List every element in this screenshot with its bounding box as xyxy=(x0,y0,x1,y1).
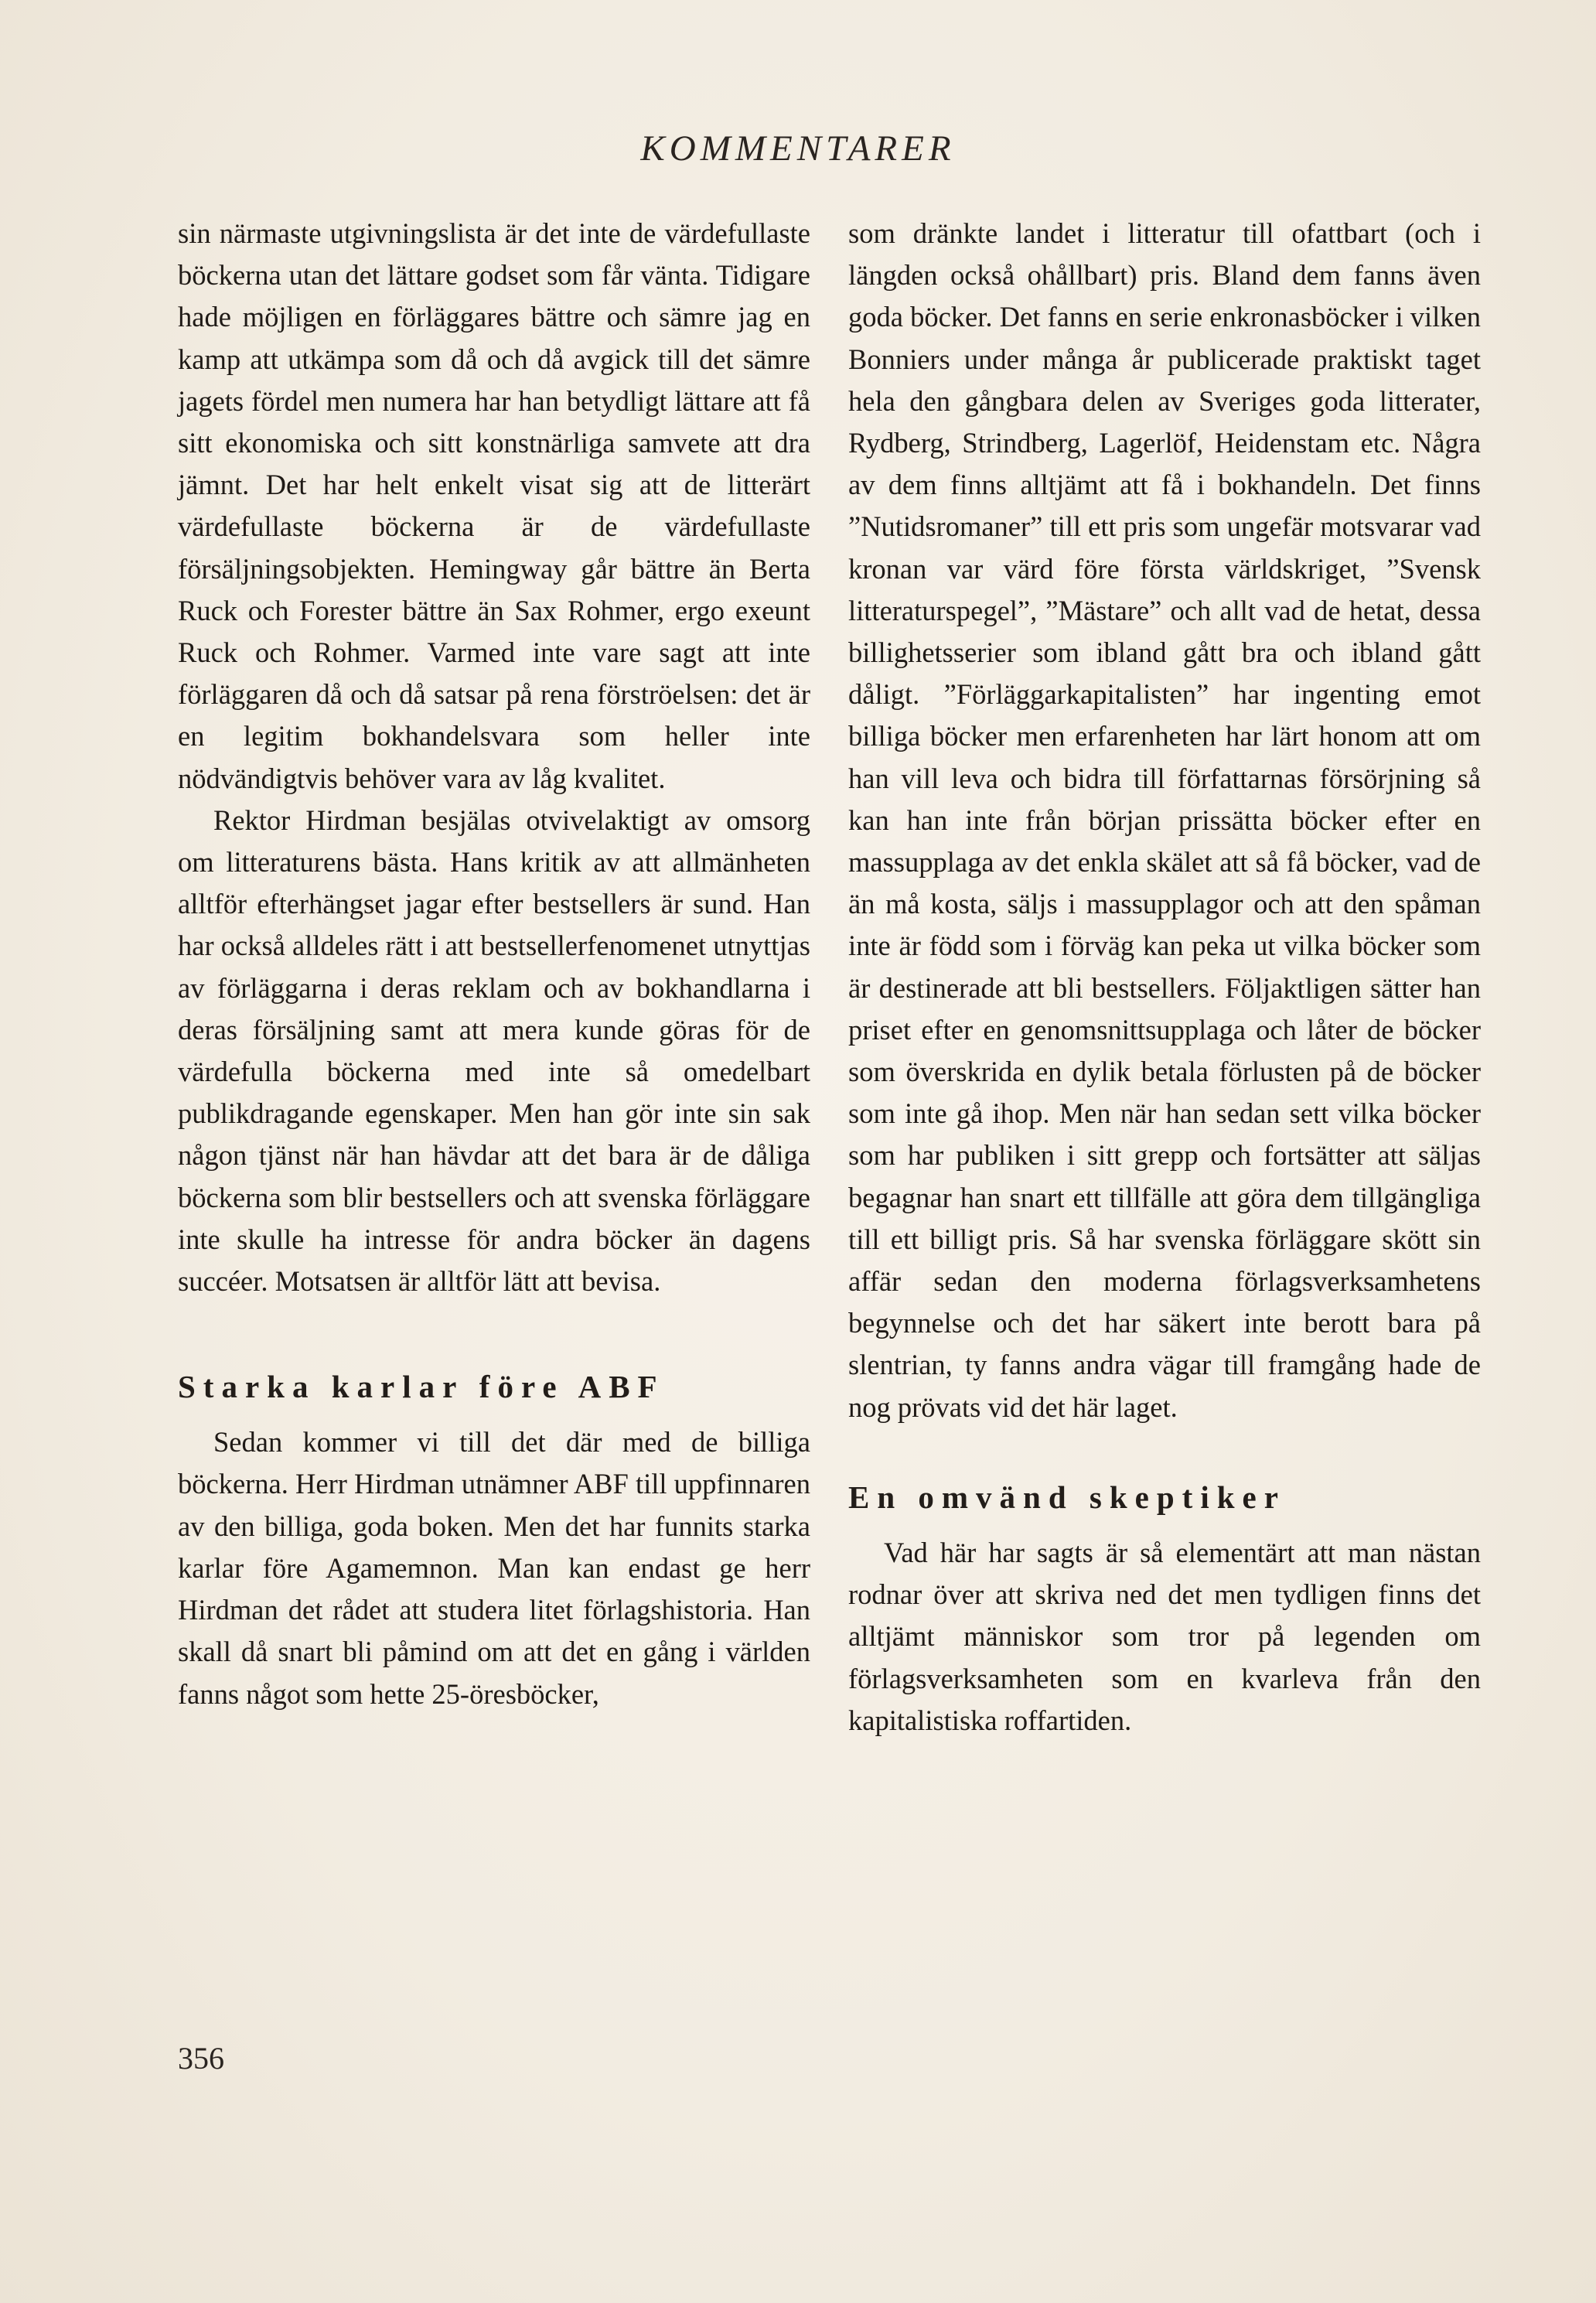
section-heading-omvand-skeptiker: En omvänd skeptiker xyxy=(848,1479,1286,1515)
left-column xyxy=(178,213,810,1715)
page-number: 356 xyxy=(178,2041,224,2076)
left-paragraph-3: Sedan kommer vi till det där med de billiga böckerna. Herr Hirdman utnämner ABF till uppfinnaren av den billiga, goda boken. Men det har funnits starka karlar före Agamemnon. Man kan endast ge herr Hirdman det rådet att studera litet förlagshistoria. Han skall då snart bli påmind om att det en gång i världen fanns något som hette 25-öresböcker, xyxy=(178,1426,810,1710)
right-column xyxy=(848,213,1481,1742)
right-paragraph-1: som dränkte landet i litteratur till ofattbart (och i längden också ohållbart) pris. Bland dem fanns även goda böcker. Det fanns en serie enkronasböcker i vilken Bonniers under många år publicerade praktiskt taget hela den gångbara delen av Sveriges goda litterater, Rydberg, Strindberg, Lagerlöf, Heidenstam etc. Några av dem finns alltjämt att få i bokhandeln. Det finns ”Nutidsromaner” till ett pris som ungefär motsvarar vad kronan var värd före första världskriget, ”Svensk litteraturspegel”, ”Mästare” och allt vad de hetat, dessa billighetsserier som ibland gått bra och ibland gått dåligt. ”Förläggarkapitalisten” har ingenting emot billiga böcker men erfarenheten har lärt honom att om han vill leva och bidra till författarnas försörjning så kan han inte från början prissätta böcker efter en massupplaga av det enkla skälet att så få böcker, vad de än må kosta, säljs i massupplagor och att den spåman inte är född som i förväg kan peka ut vilka böcker som är destinerade att bli bestsellers. Följaktligen sätter han priset efter en genomsnittsupplaga och låter de böcker som överskrida en dylik betala förlusten på de böcker som inte gå ihop. Men när han sedan sett vilka böcker som har publiken i sitt grepp och fortsätter att säljas begagnar han snart ett tillfälle att göra dem tillgängliga till ett billigt pris. Så har svenska förläggare skött sin affär sedan den moderna förlagsverksamhetens begynnelse och det har säkert inte berott bara på slentrian, ty fanns andra vägar till framgång hade de nog prövats vid det här laget. xyxy=(848,217,1481,1423)
running-head: KOMMENTARER xyxy=(640,128,956,169)
section-heading-starka-karlar: Starka karlar före ABF xyxy=(178,1369,665,1405)
left-paragraph-2: Rektor Hirdman besjälas otvivelaktigt av omsorg om litteraturens bästa. Hans kritik av att allmänheten alltför efterhängset jagar efter bestsellers är sund. Han har också alldeles rätt i att bestsellerfenomenet utnyttjas av förläggarna i deras reklam och av bokhandlarna i deras försäljning samt att mera kunde göras för de värdefulla böckerna med inte så omedelbart publikdragande egenskaper. Men han gör inte sin sak någon tjänst när han hävdar att det bara är de dåliga böckerna som blir bestsellers och att svenska förläggare inte skulle ha intresse för andra böcker än dagens succéer. Motsatsen är alltför lätt att bevisa. xyxy=(178,803,810,1298)
right-paragraph-2: Vad här har sagts är så elementärt att man nästan rodnar över att skriva ned det men tydligen finns det alltjämt människor som tror på legenden om förlagsverksamheten som en kvarleva från den kapitalistiska roffartiden. xyxy=(848,1536,1481,1736)
left-paragraph-1: sin närmaste utgivningslista är det inte de värdefullaste böckerna utan det lättare godset som får vänta. Tidigare hade möjligen en förläggares bättre och sämre jag en kamp att utkämpa som då och då avgick till det sämre jagets fördel men numera har han betydligt lättare att få sitt ekonomiska och sitt konstnärliga samvete att dra jämnt. Det har helt enkelt visat sig att de litterärt värdefullaste böckerna är de värdefullaste försäljningsobjekten. Hemingway går bättre än Berta Ruck och Forester bättre än Sax Rohmer, ergo exeunt Ruck och Rohmer. Varmed inte vare sagt att inte förläggaren då och då satsar på rena förströelsen: det är en legitim bokhandelsvara som heller inte nödvändigtvis behöver vara av låg kvalitet. xyxy=(178,217,810,794)
